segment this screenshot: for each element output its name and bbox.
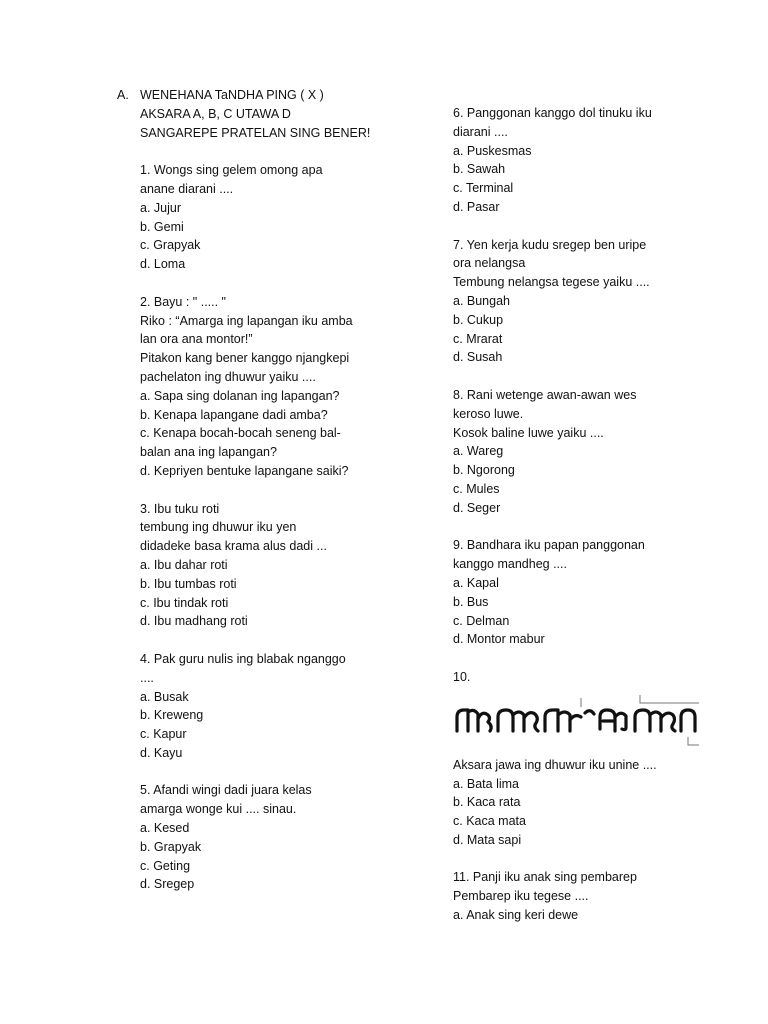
question-text: ora nelangsa — [453, 256, 526, 271]
answer-option: a. Kapal — [453, 575, 499, 590]
answer-option: b. Ngorong — [453, 463, 515, 478]
answer-option: c. Kaca mata — [453, 814, 526, 829]
left-column — [117, 86, 417, 894]
answer-option: c. Terminal — [453, 181, 514, 196]
answer-option: c. Kapur — [140, 727, 187, 742]
question-text: Kosok baline luwe yaiku .... — [453, 425, 604, 440]
answer-option: a. Bungah — [453, 293, 510, 308]
question-text: didadeke basa krama alus dadi ... — [140, 539, 327, 554]
question-10 — [453, 756, 723, 850]
answer-option: b. Kenapa lapangane dadi amba? — [140, 407, 328, 422]
answer-option: c. Ibu tindak roti — [140, 595, 229, 610]
answer-option: c. Geting — [140, 858, 191, 873]
question-text: 4. Pak guru nulis ing blabak nganggo — [140, 651, 346, 666]
answer-option: d. Kepriyen bentuke lapangane saiki? — [140, 463, 349, 478]
answer-option: b. Cukup — [453, 312, 504, 327]
answer-option: d. Loma — [140, 257, 186, 272]
answer-option: b. Grapyak — [140, 839, 202, 854]
answer-option: c. Mrarat — [453, 331, 503, 346]
question-text: pachelaton ing dhuwur yaiku .... — [140, 369, 316, 384]
answer-option: b. Bus — [453, 594, 489, 609]
right-question-list — [453, 104, 723, 668]
question-text: Pitakon kang bener kanggo njangkepi — [140, 351, 350, 366]
question-text: 6. Panggonan kanggo dol tinuku iku — [453, 106, 652, 120]
answer-option: a. Jujur — [140, 200, 181, 215]
question-text: 3. Ibu tuku roti — [140, 501, 220, 516]
answer-option: b. Kaca rata — [453, 795, 521, 810]
answer-option: d. Mata sapi — [453, 832, 522, 847]
question-text: kanggo mandheg .... — [453, 557, 567, 572]
answer-option: c. Delman — [453, 613, 510, 628]
section-heading — [117, 86, 417, 105]
question-text: 7. Yen kerja kudu sregep ben uripe — [453, 237, 647, 252]
question-text: amarga wonge kui .... sinau. — [140, 802, 297, 817]
answer-option: d. Ibu madhang roti — [140, 614, 248, 629]
answer-option: d. Pasar — [453, 199, 500, 214]
answer-option: d. Seger — [453, 500, 501, 515]
instruction-line: WENEHANA TaNDHA PING ( X ) — [140, 88, 324, 102]
answer-option: c. Kenapa bocah-bocah seneng bal- — [140, 426, 341, 441]
question-10-number: 10. — [453, 669, 471, 684]
answer-option: b. Gemi — [140, 219, 184, 234]
instruction-line: SANGAREPE PRATELAN SING BENER! — [140, 125, 371, 140]
javanese-script-image — [453, 693, 703, 748]
question-text: keroso luwe. — [453, 406, 524, 421]
question-text: 9. Bandhara iku papan panggonan — [453, 538, 645, 553]
answer-option: a. Sapa sing dolanan ing lapangan? — [140, 388, 340, 403]
right-column — [453, 104, 723, 925]
answer-option: a. Puskesmas — [453, 143, 532, 158]
question-text: 8. Rani wetenge awan-awan wes — [453, 387, 637, 402]
question-text: Aksara jawa ing dhuwur iku unine .... — [453, 757, 657, 772]
question-text: Riko : “Amarga ing lapangan iku amba — [140, 313, 353, 328]
answer-option: c. Grapyak — [140, 238, 201, 253]
answer-option: a. Kesed — [140, 821, 190, 836]
question-text: 11. Panji iku anak sing pembarep — [453, 870, 637, 885]
question-text: anane diarani .... — [140, 181, 234, 196]
answer-option: b. Sawah — [453, 162, 506, 177]
question-text: .... — [140, 670, 154, 685]
answer-option: balan ana ing lapangan? — [140, 445, 277, 460]
answer-option: d. Kayu — [140, 745, 183, 760]
question-text: lan ora ana montor!” — [140, 332, 253, 347]
question-text: 5. Afandi wingi dadi juara kelas — [140, 783, 312, 798]
answer-option: a. Bata lima — [453, 776, 520, 791]
answer-option: a. Anak sing keri dewe — [453, 908, 579, 923]
instruction-line: AKSARA A, B, C UTAWA D — [140, 106, 291, 121]
question-11 — [453, 868, 723, 924]
question-text: 2. Bayu : " ..... " — [140, 294, 226, 309]
question-text: Tembung nelangsa tegese yaiku .... — [453, 275, 650, 290]
left-question-list — [117, 142, 417, 894]
answer-option: d. Susah — [453, 350, 503, 365]
answer-option: b. Ibu tumbas roti — [140, 576, 237, 591]
answer-option: d. Sregep — [140, 877, 195, 892]
question-text: diarani .... — [453, 124, 508, 139]
answer-option: a. Ibu dahar roti — [140, 557, 228, 572]
answer-option: a. Wareg — [453, 444, 504, 459]
answer-option: c. Mules — [453, 481, 500, 496]
answer-option: d. Montor mabur — [453, 632, 545, 647]
question-text: 1. Wongs sing gelem omong apa — [140, 163, 323, 178]
answer-option: b. Kreweng — [140, 708, 204, 723]
section-letter: A. — [117, 88, 129, 102]
question-text: Pembarep iku tegese .... — [453, 889, 589, 904]
question-text: tembung ing dhuwur iku yen — [140, 520, 297, 535]
answer-option: a. Busak — [140, 689, 189, 704]
